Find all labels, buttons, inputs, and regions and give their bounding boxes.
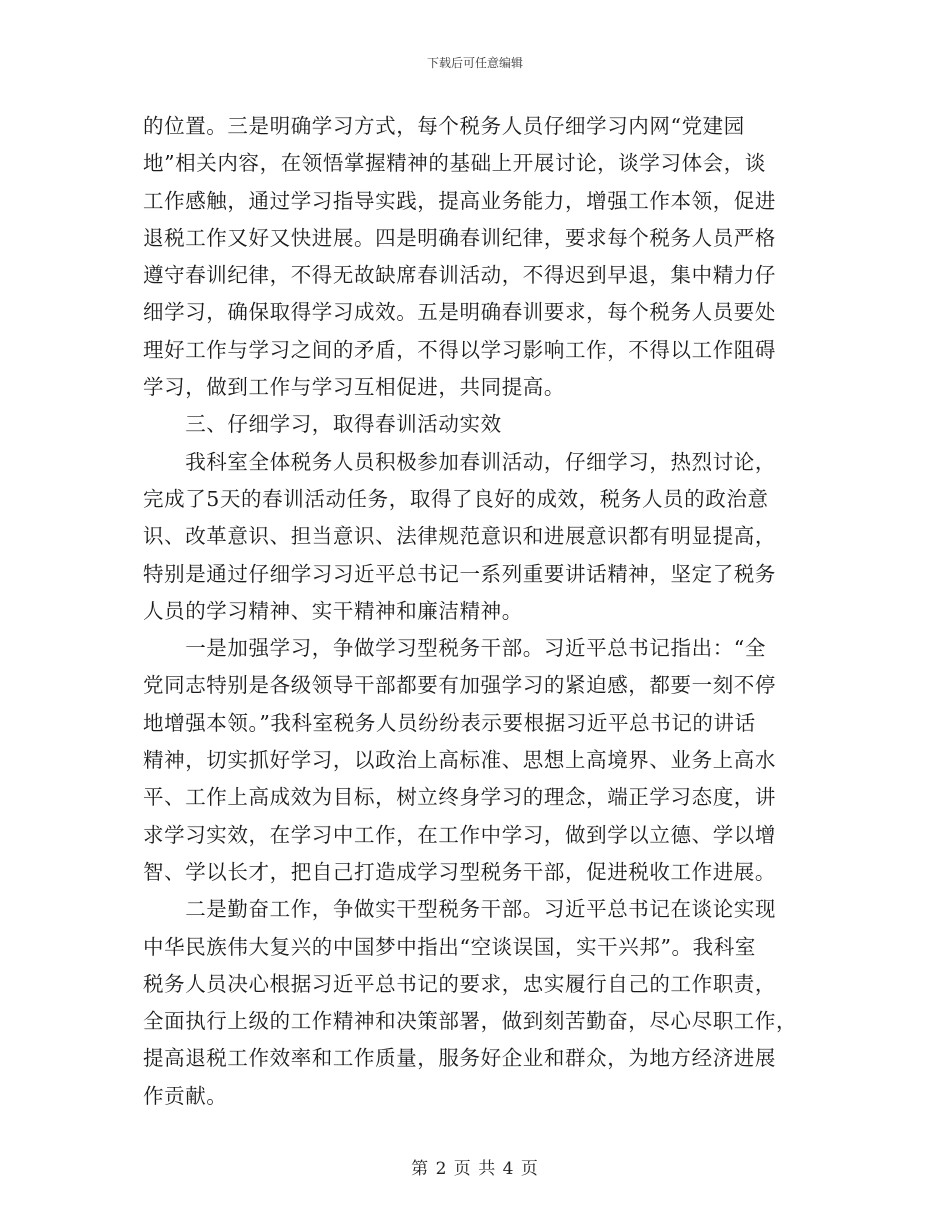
text-line: 中华民族伟大复兴的中国梦中指出“空谈误国，实干兴邦”。我科室	[143, 934, 756, 959]
paragraph	[143, 444, 803, 630]
text-line: 理好工作与学习之间的矛盾，不得以学习影响工作，不得以工作阻碍	[143, 337, 776, 362]
text-line: 人员的学习精神、实干精神和廉洁精神。	[143, 598, 523, 623]
text-line: 提高退税工作效率和工作质量，服务好企业和群众，为地方经济进展	[143, 1046, 776, 1071]
text-line: 一是加强学习，争做学习型税务干部。习近平总书记指出：“全	[143, 636, 766, 661]
text-line: 我科室全体税务人员积极参加春训活动，仔细学习，热烈讨论，	[143, 449, 776, 474]
text-line: 平、工作上高成效为目标，树立终身学习的理念，端正学习态度，讲	[143, 785, 776, 810]
text-line: 求学习实效，在学习中工作，在工作中学习，做到学以立德、学以增	[143, 822, 776, 847]
text-line: 智、学以长才，把自己打造成学习型税务干部，促进税收工作进展。	[143, 859, 776, 884]
document-body	[143, 108, 803, 1115]
text-line: 细学习，确保取得学习成效。五是明确春训要求，每个税务人员要处	[143, 300, 776, 325]
heading-line: 三、仔细学习，取得春训活动实效	[143, 412, 502, 437]
text-line: 作贡献。	[143, 1083, 228, 1108]
text-line: 工作感触，通过学习指导实践，提高业务能力，增强工作本领，促进	[143, 188, 776, 213]
text-line: 特别是通过仔细学习习近平总书记一系列重要讲话精神，坚定了税务	[143, 561, 776, 586]
text-line: 的位置。三是明确学习方式，每个税务人员仔细学习内网“党建园	[143, 114, 745, 138]
text-line: 党同志特别是各级领导干部都要有加强学习的紧迫感，都要一刻不停	[143, 673, 776, 698]
paragraph	[143, 108, 803, 406]
text-line: 地增强本领。”我科室税务人员纷纷表示要根据习近平总书记的讲话	[143, 710, 756, 735]
text-line: 精神，切实抓好学习，以政治上高标准、思想上高境界、业务上高水	[143, 748, 776, 773]
text-line: 退税工作又好又快进展。四是明确春训纪律，要求每个税务人员严格	[143, 225, 776, 250]
section-heading	[143, 406, 803, 443]
text-line: 全面执行上级的工作精神和决策部署，做到刻苦勤奋，尽心尽职工作，	[143, 1009, 798, 1034]
text-line: 税务人员决心根据习近平总书记的要求，忠实履行自己的工作职责，	[143, 971, 776, 996]
page-header: 下载后可任意编辑	[426, 56, 523, 70]
text-line: 二是勤奋工作，争做实干型税务干部。习近平总书记在谈论实现	[143, 897, 776, 922]
text-line: 学习，做到工作与学习互相促进，共同提高。	[143, 375, 565, 400]
page-footer: 第 2 页 共 4 页	[411, 1159, 539, 1179]
text-line: 地”相关内容，在领悟掌握精神的基础上开展讨论，谈学习体会，谈	[143, 151, 766, 176]
paragraph	[143, 891, 803, 1115]
text-line: 遵守春训纪律，不得无故缺席春训活动，不得迟到早退，集中精力仔	[143, 263, 776, 288]
paragraph	[143, 630, 803, 891]
text-line: 识、改革意识、担当意识、法律规范意识和进展意识都有明显提高，	[143, 524, 776, 549]
text-line: 完成了5天的春训活动任务，取得了良好的成效，税务人员的政治意	[143, 486, 769, 511]
